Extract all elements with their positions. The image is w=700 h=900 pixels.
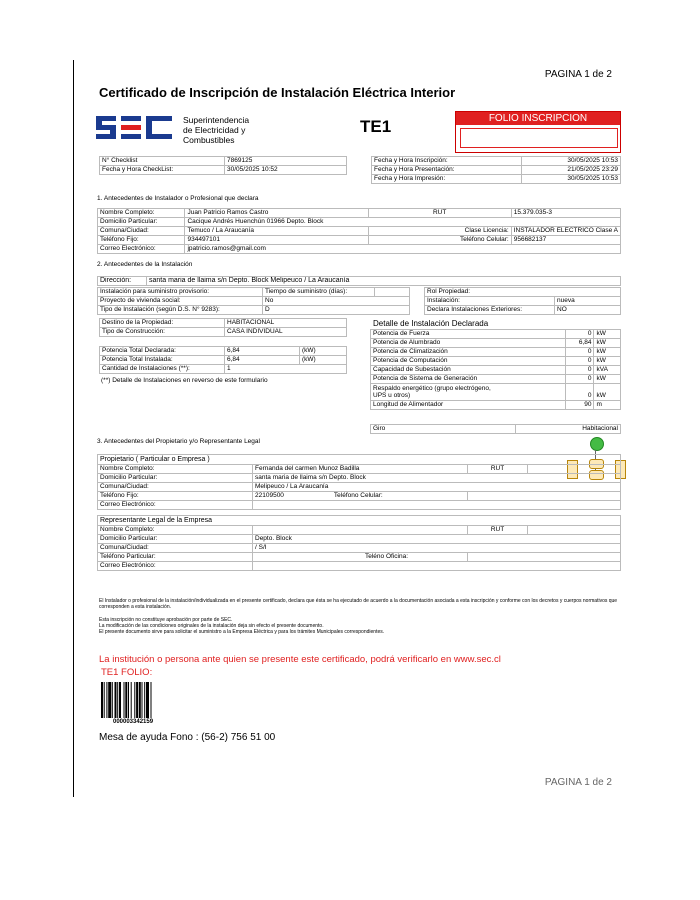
fechas-table: Fecha y Hora Inscripción: 30/05/2025 10:53 Fecha y Hora Presentación: 21/05/2025 23:29 Fecha y Hora Impresión: 30/05/2025 10:53	[371, 156, 621, 184]
propietario-table: Nombre Completo: Fernanda del carmen Munoz Badilla RUT Domicilio Particular: santa maria de llaima s/n Depto. Block Comuna/Ciudad: Melipeuco / La Araucanía Teléfono Fijo: 22109500 Teléfono Celular: Correo Electrónico:	[97, 464, 621, 510]
barcode-bar	[136, 682, 138, 718]
instalaciones-note: (**) Detalle de Instalaciones en reverso de este formulario	[101, 377, 268, 384]
detalle-title: Detalle de Instalación Declarada	[373, 319, 489, 328]
footer-note-3: El presente documento sirve para solicitar el suministro a la Empresa Eléctrica y para los trámites Municipales correspondientes.	[99, 629, 385, 635]
barcode-bar	[151, 682, 152, 718]
help-desk-phone: Mesa de ayuda Fono : (56-2) 756 51 00	[99, 732, 276, 743]
detalle-table: Potencia de Fuerza 0 kW Potencia de Alumbrado 6,84 kW Potencia de Climatización 0 kW Potencia de Computación 0 kW Capacidad de Subestación 0 kVA Potencia de Sistema de Generación 0 kW Respaldo energético (grupo electrógeno, UPS u otros) 0 kW Longitud de Alimentador 90 m	[370, 329, 621, 410]
green-status-icon	[590, 437, 604, 451]
direccion-table: Dirección: santa maria de llaima s/n Depto. Block Melipeuco / La Araucanía	[97, 276, 621, 286]
footer-note-2: La modificación de las condiciones originales de la instalación deja sin efecto el presente documento.	[99, 623, 324, 629]
barcode-bar	[134, 682, 135, 718]
footer-note-1: Esta inscripción no constituye aprobación por parte de SEC.	[99, 617, 233, 623]
barcode-bar	[128, 682, 129, 718]
barcode-bar	[117, 682, 118, 718]
representante-title: Representante Legal de la Empresa	[97, 515, 621, 525]
barcode-bar	[124, 682, 125, 718]
barcode-bar	[146, 682, 149, 718]
section-3-title: 3. Antecedentes del Propietario y/o Representante Legal	[97, 438, 260, 445]
sec-logo	[96, 112, 176, 144]
barcode-bar	[144, 682, 145, 718]
instalacion-right-table: Rol Propiedad: Instalación: nueva Declara Instalaciones Exteriores: NO	[424, 287, 621, 315]
barcode-bar	[108, 682, 111, 718]
barcode-bar	[125, 682, 127, 718]
barcode-bar	[139, 682, 141, 718]
detalle-row: Potencia de Fuerza 0 kW	[371, 330, 621, 339]
page-number-top: PAGINA 1 de 2	[544, 69, 612, 80]
barcode-bar	[131, 682, 132, 718]
detalle-row: Capacidad de Subestación 0 kVA	[371, 366, 621, 375]
barcode-bar	[106, 682, 107, 718]
barcode-bar	[119, 682, 121, 718]
folio-inscripcion-label: FOLIO INSCRIPCION	[456, 112, 620, 125]
checklist-table: N° Checklist 7869125 Fecha y Hora CheckList: 30/05/2025 10:52	[99, 156, 347, 175]
page-number-bottom: PAGINA 1 de 2	[544, 777, 612, 788]
te1-folio-label: TE1 FOLIO:	[101, 667, 153, 678]
barcode-bar	[112, 682, 113, 718]
detalle-row: Potencia de Alumbrado 6,84 kW	[371, 339, 621, 348]
instalacion-left-table: Instalación para suministro provisorio: Tiempo de suministro (días): Proyecto de vivienda social: No Tipo de Instalación (según D.S. N° 9283): D	[97, 287, 410, 315]
page-title: Certificado de Inscripción de Instalación Eléctrica Interior	[99, 85, 456, 100]
barcode-icon	[101, 682, 158, 718]
barcode-bar	[104, 682, 105, 718]
barcode-bar	[115, 682, 117, 718]
giro-table: Giro Habitacional	[370, 424, 621, 434]
section-2-title: 2. Antecedentes de la Instalación	[97, 261, 193, 268]
folio-inscripcion-box	[455, 111, 621, 153]
potencia-table: Potencia Total Declarada: 6,84 (kW) Potencia Total Instalada: 6,84 (kW) Cantidad de Instalaciones (**): 1	[99, 346, 347, 374]
folio-inscripcion-field	[460, 128, 618, 148]
instalador-table: Nombre Completo: Juan Patricio Ramos Castro RUT 15.379.035-3 Domicilio Particular: Cacique Andrés Huenchún 01966 Depto. Block Comuna/Ciudad: Temuco / La Araucanía Clase Licencia: INSTALADOR ELECTRICO Clase A Teléfono Fijo: 934497101 Teléfono Celular: 956682137 Correo Electrónico: jpatricio.ramos@gmail.com	[97, 208, 621, 254]
sec-logo-text: Superintendencia de Electricidad y Combustibles	[183, 115, 250, 145]
verification-notice: La institución o persona ante quien se presente este certificado, podrá verificarlo en www.sec.cl	[99, 654, 501, 665]
barcode-bar	[142, 682, 143, 718]
left-margin-line	[73, 60, 74, 797]
representante-table: Nombre Completo: RUT Domicilio Particular: Depto. Block Comuna/Ciudad: / S/I Teléfono Particular: Teléno Oficina: Correo Electrónico:	[97, 525, 621, 571]
propietario-title: Propietario ( Particular o Empresa )	[97, 454, 621, 464]
form-code: TE1	[360, 117, 392, 136]
declaracion-text: El Instalador o profesional de la instalación/individualizada en el presente certificado, declara que ésta se ha ejecutado de acuerdo a la documentación asociada a esta inscripción y conforme con los decretos y cuerpos normativos que corresponden a esta instalación.	[99, 598, 618, 610]
detalle-row: Potencia de Climatización 0 kW	[371, 348, 621, 357]
footer-text-block	[99, 617, 619, 635]
destino-table: Destino de la Propiedad: HABITACIONAL Tipo de Construcción: CASA INDIVIDUAL	[99, 318, 347, 337]
detalle-row: Potencia de Computación 0 kW	[371, 357, 621, 366]
barcode-bar	[101, 682, 103, 718]
barcode-number: 000003342159	[113, 719, 154, 725]
section-1-title: 1. Antecedentes de Instalador o Profesional que declara	[97, 195, 259, 202]
detalle-row: Potencia de Sistema de Generación 0 kW	[371, 375, 621, 384]
